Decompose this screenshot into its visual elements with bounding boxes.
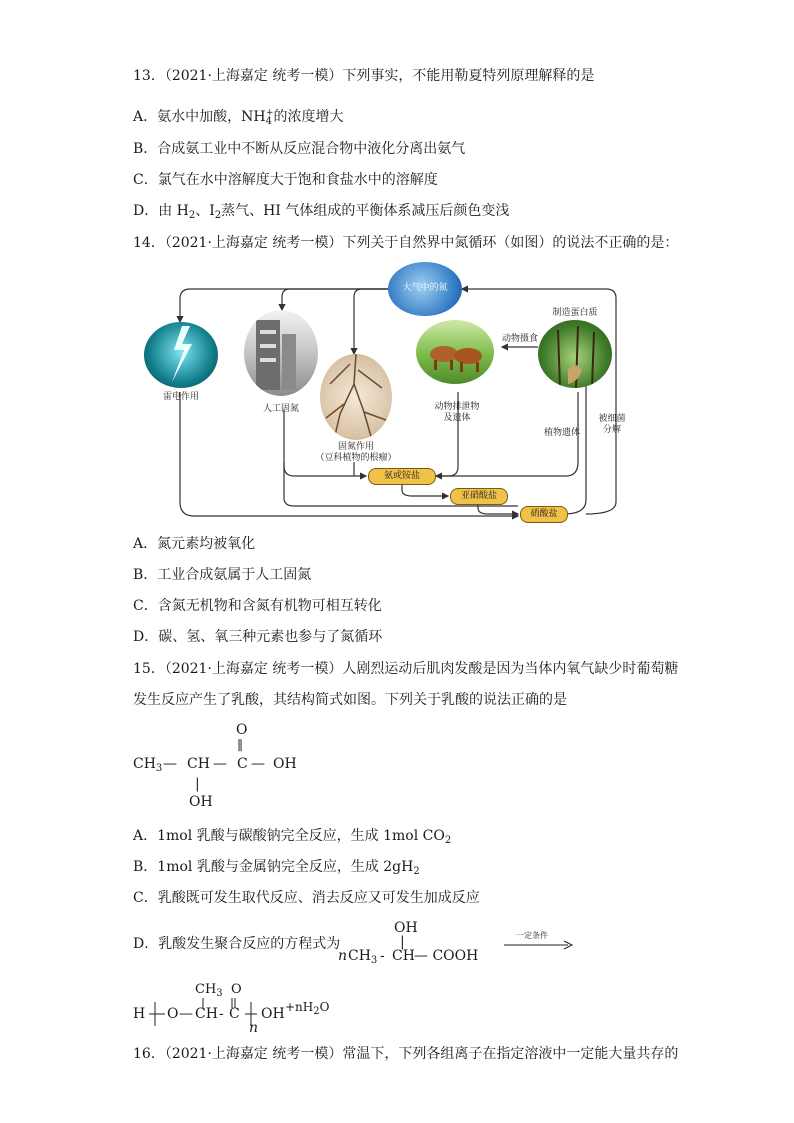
q14-stem: 14．（2021·上海嘉定 统考一模）下列关于自然界中氮循环（如图）的说法不正确的是： xyxy=(133,235,679,251)
animal-eat-label: 动物摄食 xyxy=(501,334,538,344)
roots-icon xyxy=(320,354,392,440)
protein-label: 制造蛋白质 xyxy=(552,308,598,318)
q13-option-b: B．合成氨工业中不断从反应混合物中液化分离出氨气 xyxy=(133,141,466,157)
nitrite-pill: 亚硝酸盐 xyxy=(450,488,508,505)
factory-image xyxy=(244,310,318,396)
atmosphere-label: 大气中的氮 xyxy=(402,283,448,293)
forest-image xyxy=(538,320,612,388)
polymerization-equation: OH | n $CH_3$ - CH — COOH 一定条件 xyxy=(338,920,588,968)
trees-icon xyxy=(538,320,612,388)
q14-option-a: A．氮元素均被氧化 xyxy=(133,536,256,552)
roots-image xyxy=(320,354,392,440)
lightning-label: 雷电作用 xyxy=(162,392,199,402)
reaction-arrow-icon xyxy=(504,940,574,950)
q13-option-a: A．氨水中加酸，$NH_4^+$的浓度增大 xyxy=(133,108,344,127)
q14-option-d: D．碳、氢、氧三种元素也参与了氮循环 xyxy=(133,629,383,645)
fixation-label: 固氮作用 xyxy=(337,442,374,452)
bacteria-sub-label: 分解 xyxy=(602,425,621,435)
q15-option-b: B．1mol 乳酸与金属钠完全反应，生成 $2gH_2$ xyxy=(133,859,420,877)
animal-waste-sub-label: 及遗体 xyxy=(443,413,471,423)
lightning-bolt-icon xyxy=(144,322,218,388)
q15-option-c: C．乳酸既可发生取代反应、消去反应又可发生加成反应 xyxy=(133,890,480,906)
q14-option-b: B．工业合成氨属于人工固氮 xyxy=(133,567,312,583)
ammonium-pill: 氨或铵盐 xyxy=(368,468,436,485)
q16-stem: 16．（2021·上海嘉定 统考一模）常温下，下列各组离子在指定溶液中一定能大量共存的 xyxy=(133,1046,679,1062)
q13-option-c: C．氯气在水中溶解度大于饱和食盐水中的溶解度 xyxy=(133,172,438,188)
animal-waste-label: 动物排泄物 xyxy=(434,402,480,412)
q15-stem-line1: 15．（2021·上海嘉定 统考一模）人剧烈运动后肌肉发酸是因为当体内氧气缺少时葡萄糖 xyxy=(133,661,679,677)
cattle-icon xyxy=(416,320,494,384)
q15-option-d: D．乳酸发生聚合反应的方程式为 xyxy=(133,936,341,952)
q14-option-c: C．含氮无机物和含氮有机物可相互转化 xyxy=(133,598,382,614)
q15-option-a: A．1mol 乳酸与碳酸钠完全反应，生成 1mol $CO_2$ xyxy=(133,828,452,846)
lactic-acid-structure: O || $CH_3$ — CH — C — OH | OH xyxy=(133,722,297,810)
fixation-sub-label: （豆科植物的根瘤） xyxy=(315,453,397,463)
lightning-image xyxy=(144,322,218,388)
polymer-structure: $CH_3$ O H O — CH - C n OH $+nH_2O$ xyxy=(133,982,330,1036)
nitrate-pill: 硝酸盐 xyxy=(520,506,568,523)
factory-icon xyxy=(244,310,318,396)
cattle-image xyxy=(416,320,494,384)
q15-stem-line2: 发生反应产生了乳酸，其结构简式如图。下列关于乳酸的说法正确的是 xyxy=(133,692,567,708)
q13-option-d: D．由 $H_2$、$I_2$蒸气、HI 气体组成的平衡体系减压后颜色变浅 xyxy=(133,203,510,221)
plant-remains-label: 植物遗体 xyxy=(543,428,580,438)
artificial-fixation-label: 人工固氮 xyxy=(262,404,299,414)
q13-stem: 13．（2021·上海嘉定 统考一模）下列事实，不能用勒夏特列原理解释的是 xyxy=(133,68,595,84)
bacteria-label: 被细菌 xyxy=(598,414,626,424)
nitrogen-cycle-figure xyxy=(140,262,630,524)
